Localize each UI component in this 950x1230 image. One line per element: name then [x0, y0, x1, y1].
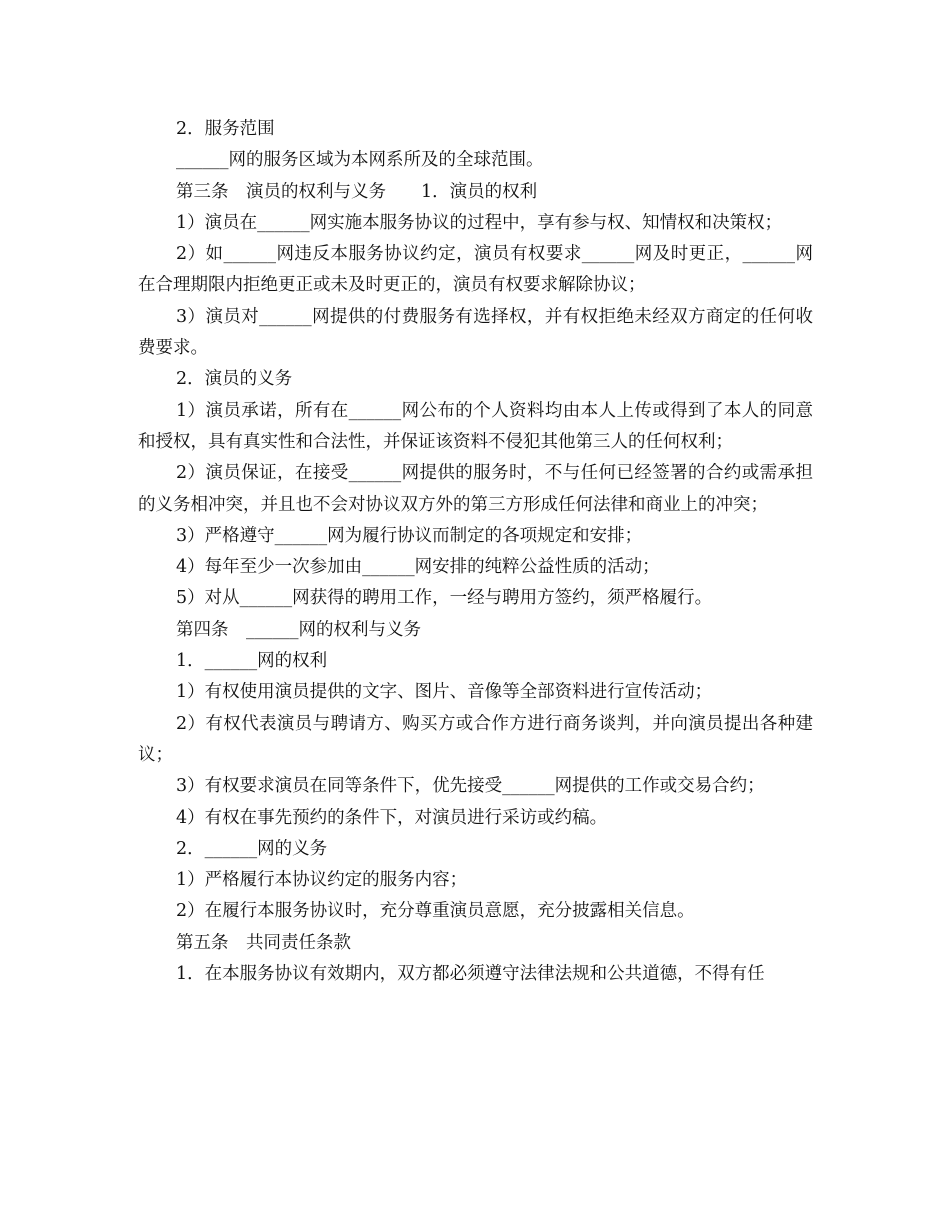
section-heading: 2．服务范围 [176, 119, 275, 139]
section-heading: 2．______网的义务 [176, 838, 328, 859]
paragraph: 2）在履行本服务协议时，充分尊重演员意愿，充分披露相关信息。 [176, 901, 695, 922]
section-heading: 2．演员的义务 [176, 369, 293, 390]
paragraph: ______网的服务区域为本网系所及的全球范围。 [176, 150, 544, 171]
paragraph: 1）演员在______网实施本服务协议的过程中，享有参与权、知情权和决策权； [176, 212, 783, 233]
paragraph: 2）如______网违反本服务协议约定，演员有权要求______网及时更正，______网在合理期限内拒绝更正或未及时更正的，演员有权要求解除协议； [138, 244, 813, 296]
document-body [138, 114, 813, 990]
paragraph: 1）严格履行本协议约定的服务内容； [176, 870, 468, 891]
paragraph: 1）有权使用演员提供的文字、图片、音像等全部资料进行宣传活动； [176, 682, 713, 703]
article-heading: 第四条 ______网的权利与义务 [176, 619, 421, 640]
paragraph: 1）演员承诺，所有在______网公布的个人资料均由本人上传或得到了本人的同意和授权，具有真实性和合法性，并保证该资料不侵犯其他第三人的任何权利； [138, 400, 813, 452]
section-heading: 1．______网的权利 [176, 651, 328, 672]
paragraph: 3）演员对______网提供的付费服务有选择权，并有权拒绝未经双方商定的任何收费要求。 [138, 306, 813, 359]
paragraph: 4）有权在事先预约的条件下，对演员进行采访或约稿。 [176, 807, 608, 828]
paragraph: 3）严格遵守______网为履行协议而制定的各项规定和安排； [176, 525, 643, 546]
paragraph: 4）每年至少一次参加由______网安排的纯粹公益性质的活动； [176, 557, 660, 578]
article-heading: 第五条 共同责任条款 [176, 932, 351, 953]
paragraph: 3）有权要求演员在同等条件下，优先接受______网提供的工作或交易合约； [176, 776, 765, 797]
paragraph: 5）对从______网获得的聘用工作，一经与聘用方签约，须严格履行。 [176, 588, 713, 609]
article-heading: 第三条 演员的权利与义务 1．演员的权利 [176, 181, 538, 202]
paragraph: 2）演员保证，在接受______网提供的服务时，不与任何已经签署的合约或需承担的义务相冲突，并且也不会对协议双方外的第三方形成任何法律和商业上的冲突； [138, 463, 813, 515]
paragraph: 1．在本服务协议有效期内，双方都必须遵守法律法规和公共道德，不得有任 [176, 964, 765, 985]
paragraph: 2）有权代表演员与聘请方、购买方或合作方进行商务谈判，并向演员提出各种建议； [138, 713, 813, 765]
